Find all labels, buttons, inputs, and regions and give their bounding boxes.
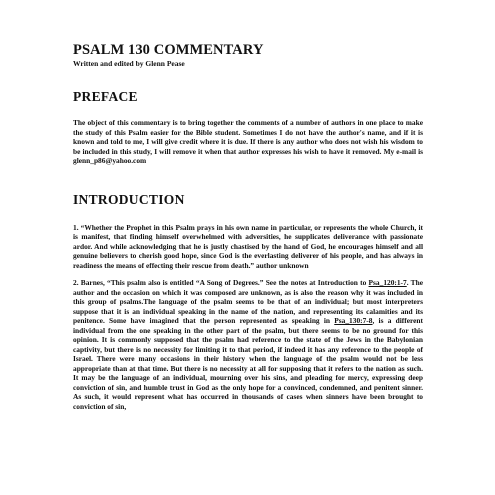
scripture-link-psa-120[interactable]: Psa_120:1-7 [368, 278, 407, 287]
scripture-link-psa-130[interactable]: Psa_130:7-8 [334, 316, 373, 325]
preface-heading: PREFACE [73, 89, 138, 104]
introduction-heading: INTRODUCTION [73, 191, 185, 207]
introduction-paragraph-1: 1. “Whether the Prophet in this Psalm prays in his own name in particular, or represents the whole Church, it is manifest, that finding himself overwhelmed with adversities, he supplicates deliverance with passionate ardor. And while acknowledging that he is justly chastised by the hand of God, he encourages himself and all genuine believers to cherish good hope, since God is the everlasting deliverer of his people, and has always in readiness the means of effecting their rescue from death.” author unknown [73, 222, 423, 270]
preface-paragraph: The object of this commentary is to bring together the comments of a number of authors in one place to make the study of this Psalm easier for the Bible student. Sometimes I do not have the author's name, and if it is known and told to me, I will give credit where it is due. If there is any author who does not wish his wisdom to be included in this study, I will remove it when that author expresses his wish to have it removed. My e-mail is glenn_p86@yahoo.com [73, 118, 423, 165]
document-page [73, 42, 423, 411]
paragraph-text-segment: 2. Barnes, “This psalm also is entitled “A Song of Degrees.” See the notes at Introduction to [73, 278, 369, 287]
document-byline: Written and edited by Glenn Pease [73, 59, 185, 68]
document-title: PSALM 130 COMMENTARY [73, 42, 264, 58]
paragraph-text-segment: , is a different individual from the one speaking in the other part of the psalm, but there seems to be no ground for this opinion. It is commonly supposed that the psalm had reference to the state of the Jews in the Babylonian captivity, but there is no necessity for limiting it to that period, if indeed it has any reference to the people of Israel. There were many occasions in their history when the language of the psalm would not be less appropriate than at that time. But there is no necessity at all for supposing that it refers to the nation as such. It may be the language of an individual, mourning over his sins, and pleading for mercy, expressing deep conviction of sin, and humble trust in God as the only hope for a convinced, condemned, and penitent sinner. As such, it would represent what has occurred in thousands of cases when sinners have been brought to conviction of sin, [73, 316, 423, 411]
paragraph-text-segment: . The author and the occasion on which it was composed are unknown, as is also the reason why it was included in this group of psalms.The language of the psalm seems to be that of an individual; but most interpreters suppose that it is an individual speaking in the name of the nation, and representing its calamities and its penitence. Some have imagined that the person represented as speaking in [73, 278, 423, 325]
introduction-paragraph-2 [73, 278, 423, 411]
